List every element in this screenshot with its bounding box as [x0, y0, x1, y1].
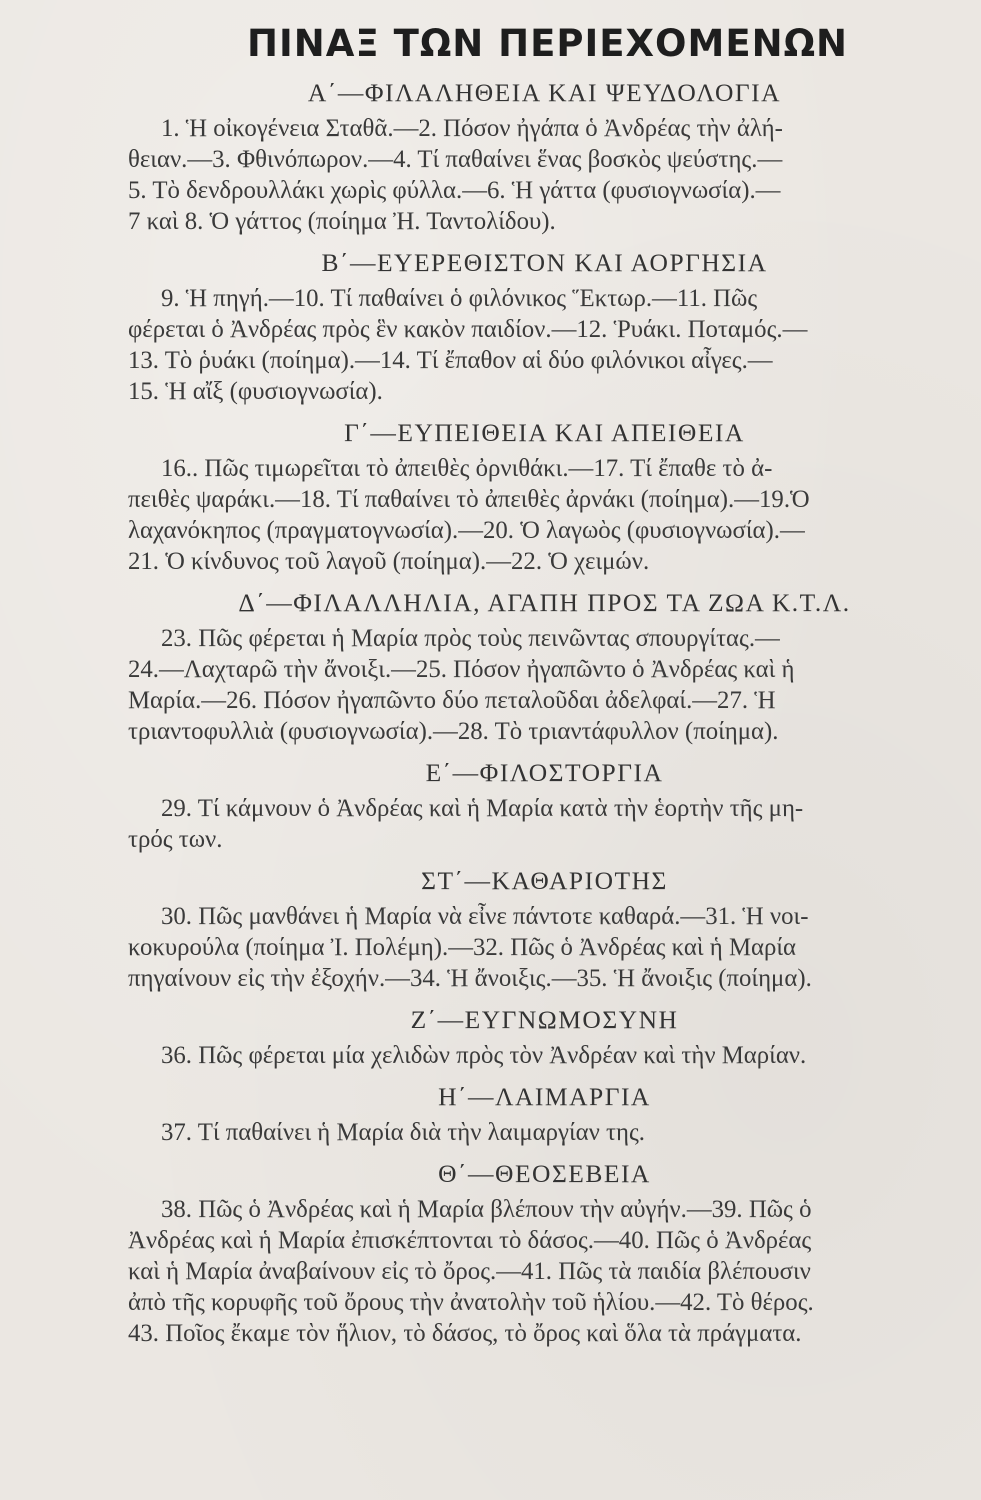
section-heading: Ζ΄—ΕΥΓΝΩΜΟΣΥΝΗ [410, 1005, 679, 1034]
section-entries [128, 793, 961, 855]
section-heading: Β΄—ΕΥΕΡΕΘΙΣΤΟΝ ΚΑΙ ΑΟΡΓΗΣΙΑ [321, 248, 768, 277]
entry-line: 30. Πῶς μανθάνει ἡ Μαρία νὰ εἶνε πάντοτε καθαρά.—31. Ἡ νοι- [161, 903, 809, 930]
entry-line: 16.. Πῶς τιμωρεῖται τὸ ἀπειθὲς ὀρνιθάκι.—17. Τί ἔπαθε τὸ ἀ- [161, 455, 773, 482]
entry-line: 1. Ἡ οἰκογένεια Σταθᾶ.—2. Πόσον ἠγάπα ὁ Ἀνδρέας τὴν ἀλή- [161, 115, 783, 142]
section-entries [128, 283, 961, 407]
entry-line: 7 καὶ 8. Ὁ γάττος (ποίημα Ἠ. Ταντολίδου). [128, 208, 556, 235]
section-heading: Α΄—ΦΙΛΑΛΗΘΕΙΑ ΚΑΙ ΨΕΥΔΟΛΟΓΙΑ [307, 78, 782, 107]
section-entries [128, 623, 961, 747]
entry-line: λαχανόκηπος (πραγματογνωσία).—20. Ὁ λαγωὸς (φυσιογνωσία).— [128, 517, 805, 544]
section-heading: ΣΤ΄—ΚΑΘΑΡΙΟΤΗΣ [421, 866, 668, 895]
section-entries [128, 453, 961, 577]
section-entries [128, 901, 961, 994]
section-heading: Η΄—ΛΑΙΜΑΡΓΙΑ [438, 1082, 651, 1111]
entry-line: 36. Πῶς φέρεται μία χελιδὼν πρὸς τὸν Ἀνδρέαν καὶ τὴν Μαρίαν. [161, 1042, 807, 1069]
entry-line: 38. Πῶς ὁ Ἀνδρέας καὶ ἡ Μαρία βλέπουν τὴν αὐγήν.—39. Πῶς ὁ [161, 1196, 812, 1223]
entry-line: 43. Ποῖος ἔκαμε τὸν ἥλιον, τὸ δάσος, τὸ ὄρος καὶ ὅλα τὰ πράγματα. [128, 1320, 802, 1347]
section-entries [128, 113, 961, 237]
entry-line: 5. Τὸ δενδρουλλάκι χωρὶς φύλλα.—6. Ἡ γάττα (φυσιογνωσία).— [128, 177, 781, 204]
entry-line: 13. Τὸ ῥυάκι (ποίημα).—14. Τί ἔπαθον αἱ δύο φιλόνικοι αἶγες.— [128, 347, 773, 374]
entry-line: 24.—Λαχταρῶ τὴν ἄνοιξι.—25. Πόσον ἠγαπῶντο ὁ Ἀνδρέας καὶ ἡ [128, 656, 795, 683]
entry-line: ἀπὸ τῆς κορυφῆς τοῦ ὄρους τὴν ἀνατολὴν τοῦ ἡλίου.—42. Τὸ θέρος. [128, 1289, 814, 1316]
section-entries [128, 1194, 961, 1349]
entry-line: 9. Ἡ πηγή.—10. Τί παθαίνει ὁ φιλόνικος Ἕκτωρ.—11. Πῶς [161, 285, 758, 312]
entry-line: Ἀνδρέας καὶ ἡ Μαρία ἐπισκέπτονται τὸ δάσος.—40. Πῶς ὁ Ἀνδρέας [128, 1227, 812, 1254]
entry-line: 23. Πῶς φέρεται ἡ Μαρία πρὸς τοὺς πεινῶντας σπουργίτας.— [161, 625, 780, 652]
entry-line: τρός των. [128, 826, 223, 853]
entry-line: 29. Τί κάμνουν ὁ Ἀνδρέας καὶ ἡ Μαρία κατὰ τὴν ἑορτὴν τῆς μη- [161, 795, 804, 822]
table-of-contents [128, 77, 961, 1349]
entry-line: 37. Τί παθαίνει ἡ Μαρία διὰ τὴν λαιμαργίαν της. [161, 1119, 645, 1146]
entry-line: καὶ ἡ Μαρία ἀναβαίνουν εἰς τὸ ὄρος.—41. Πῶς τὰ παιδία βλέπουσιν [128, 1258, 811, 1285]
page-title: ΠΙΝΑΞ ΤΩΝ ΠΕΡΙΕΧΟΜΕΝΩΝ [247, 22, 848, 65]
section-entries [128, 1117, 961, 1148]
entry-line: πειθὲς ψαράκι.—18. Τί παθαίνει τὸ ἀπειθὲς ἀρνάκι (ποίημα).—19.Ὁ [128, 486, 810, 513]
entry-line: 21. Ὁ κίνδυνος τοῦ λαγοῦ (ποίημα).—22. Ὁ χειμών. [128, 548, 650, 575]
entry-line: πηγαίνουν εἰς τὴν ἐξοχήν.—34. Ἡ ἄνοιξις.—35. Ἡ ἄνοιξις (ποίημα). [128, 965, 812, 992]
section-heading: Γ΄—ΕΥΠΕΙΘΕΙΑ ΚΑΙ ΑΠΕΙΘΕΙΑ [344, 418, 745, 447]
section-heading: Δ΄—ΦΙΛΑΛΛΗΛΙΑ, ΑΓΑΠΗ ΠΡΟΣ ΤΑ ΖΩΑ Κ.Τ.Λ. [238, 588, 851, 617]
section-heading: Ε΄—ΦΙΛΟΣΤΟΡΓΙΑ [425, 758, 664, 787]
entry-line: κοκυρούλα (ποίημα Ἰ. Πολέμη).—32. Πῶς ὁ Ἀνδρέας καὶ ἡ Μαρία [128, 934, 797, 961]
entry-line: 15. Ἡ αἴξ (φυσιογνωσία). [128, 378, 383, 405]
section-heading: Θ΄—ΘΕΟΣΕΒΕΙΑ [438, 1159, 651, 1188]
entry-line: τριαντοφυλλιὰ (φυσιογνωσία).—28. Τὸ τριαντάφυλλον (ποίημα). [128, 718, 779, 745]
entry-line: θειαν.—3. Φθινόπωρον.—4. Τί παθαίνει ἕνας βοσκὸς ψεύστης.— [128, 146, 783, 173]
entry-line: Μαρία.—26. Πόσον ἠγαπῶντο δύο πεταλοῦδαι ἀδελφαί.—27. Ἡ [128, 687, 776, 714]
section-entries [128, 1040, 961, 1071]
entry-line: φέρεται ὁ Ἀνδρέας πρὸς ἓν κακὸν παιδίον.—12. Ῥυάκι. Ποταμός.— [128, 316, 808, 343]
